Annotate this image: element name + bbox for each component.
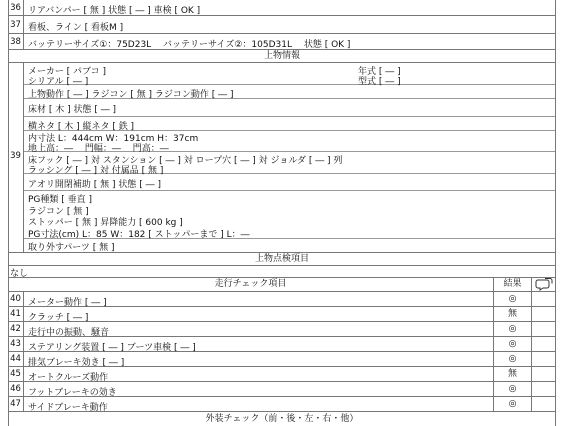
inspection-header: 上物点検項目 — [8, 253, 556, 266]
hooks-line-2: ラッシング [ ― ] 対 付属品 [ 無 ] — [28, 166, 164, 176]
check-item-text: サイドブレーキ動作 — [28, 403, 108, 413]
row-number: 43 — [8, 337, 24, 351]
inspection-note: なし — [10, 269, 29, 279]
check-note-cell — [531, 307, 556, 321]
upper-equipment-header: 上物情報 — [8, 50, 556, 63]
operation-line — [24, 85, 556, 99]
check-note-cell — [531, 292, 556, 306]
check-result: 無 — [493, 367, 531, 381]
check-result: ◎ — [493, 292, 531, 306]
row-number: 47 — [8, 397, 24, 411]
row-number: 42 — [8, 322, 24, 336]
row-number: 44 — [8, 352, 24, 366]
tailgate-line — [24, 174, 556, 191]
ground-height-text: 地上高：― 門幅：― 門高：― — [28, 144, 169, 154]
check-note-cell — [531, 397, 556, 411]
power-gate-block — [24, 191, 556, 239]
check-result: ◎ — [493, 382, 531, 396]
hooks-line-1: 床フック [ ― ] 対 スタンション [ ― ] 対 ロープ穴 [ ― ] 対 ジョルダ [ ― ] 列 — [28, 156, 343, 166]
removable-text: 取り外すパーツ [ 無 ] — [28, 243, 115, 253]
check-row — [8, 322, 556, 337]
check-item-text: 走行中の振動、騒音 — [28, 328, 110, 338]
check-row — [8, 292, 556, 307]
check-note-cell — [531, 322, 556, 336]
check-note-cell — [531, 382, 556, 396]
maker: メーカー [ パブコ ] — [28, 67, 106, 77]
floor-text: 床材 [ 木 ] 状態 [ ― ] — [28, 105, 117, 115]
operation-text: 上物動作 [ ― ] ラジコン [ 無 ] ラジコン動作 [ ― ] — [28, 90, 234, 100]
row-text: リアバンパー [ 無 ] 状態 [ ― ] 車検 [ OK ] — [28, 6, 201, 16]
check-row — [8, 307, 556, 322]
check-row — [8, 382, 556, 397]
row-number: 45 — [8, 367, 24, 381]
check-item-text: クラッチ [ ― ] — [28, 313, 89, 323]
check-row — [8, 367, 556, 382]
check-item-text: ステアリング装置 [ ― ] ブーツ車検 [ ― ] — [28, 343, 196, 353]
check-row — [8, 397, 556, 412]
exterior-header: 外装チェック（前・後・左・右・他） — [205, 414, 359, 424]
maker-serial-block — [24, 63, 556, 85]
year: 年式 [ ― ] — [358, 67, 401, 77]
pg-radio-text: ラジコン [ 無 ] — [28, 207, 89, 217]
check-note-cell — [531, 352, 556, 366]
inspection-note-row — [8, 266, 556, 278]
check-item-text: オートクルーズ動作 — [28, 373, 109, 383]
check-item-text: メーター動作 [ ― ] — [28, 298, 107, 308]
check-row — [8, 337, 556, 352]
check-row — [8, 352, 556, 367]
row-number: 40 — [8, 292, 24, 306]
row-number: 41 — [8, 307, 24, 321]
check-result: ◎ — [493, 397, 531, 411]
driving-check-header: 走行チェック項目 — [214, 279, 287, 289]
check-result: ◎ — [493, 352, 531, 366]
check-result: ◎ — [493, 322, 531, 336]
check-note-cell — [531, 337, 556, 351]
row-36 — [8, 0, 556, 16]
row-number: 36 — [8, 0, 24, 15]
dimensions-block — [24, 131, 556, 152]
tailgate-text: アオリ開閉補助 [ 無 ] 状態 [ ― ] — [28, 180, 161, 190]
joist-line — [24, 117, 556, 131]
inspection-sheet — [8, 0, 569, 426]
pg-type-text: PG種類 [ 垂直 ] — [28, 195, 93, 205]
check-result: 無 — [493, 307, 531, 321]
floor-line — [24, 99, 556, 117]
removable-line — [24, 239, 556, 253]
speech-bubble-icon — [531, 278, 556, 291]
pg-dims-text: PG寸法(cm) L：85 W：182 [ ストッパーまで ] L：― — [28, 230, 250, 240]
row-text: 看板、ライン [ 看板M ] — [28, 23, 124, 33]
pg-stopper-text: ストッパー [ 無 ] 昇降能力 [ 600 kg ] — [28, 218, 183, 228]
model: 型式 [ ― ] — [358, 77, 401, 87]
row-number: 39 — [8, 63, 24, 252]
row-number: 46 — [8, 382, 24, 396]
check-result: ◎ — [493, 337, 531, 351]
row-number: 37 — [8, 16, 24, 33]
row-text: バッテリーサイズ①：75D23L バッテリーサイズ②：105D31L 状態 [ OK ] — [28, 40, 351, 50]
check-note-cell — [531, 367, 556, 381]
check-item-text: 排気ブレーキ効き [ ― ] — [28, 358, 125, 368]
serial: シリアル [ ― ] — [28, 77, 89, 87]
row-37 — [8, 16, 556, 34]
check-item-text: フットブレーキの効き — [28, 388, 117, 398]
hooks-block — [24, 152, 556, 174]
joist-text: 横ネタ [ 木 ] 縦ネタ [ 鉄 ] — [28, 122, 135, 132]
driving-check-header-row — [8, 278, 556, 292]
row-number: 38 — [8, 34, 24, 49]
inner-dims-text: 内寸法 L：444cm W：191cm H：37cm — [28, 134, 199, 144]
row-38 — [8, 34, 556, 50]
result-header: 結果 — [493, 278, 531, 291]
